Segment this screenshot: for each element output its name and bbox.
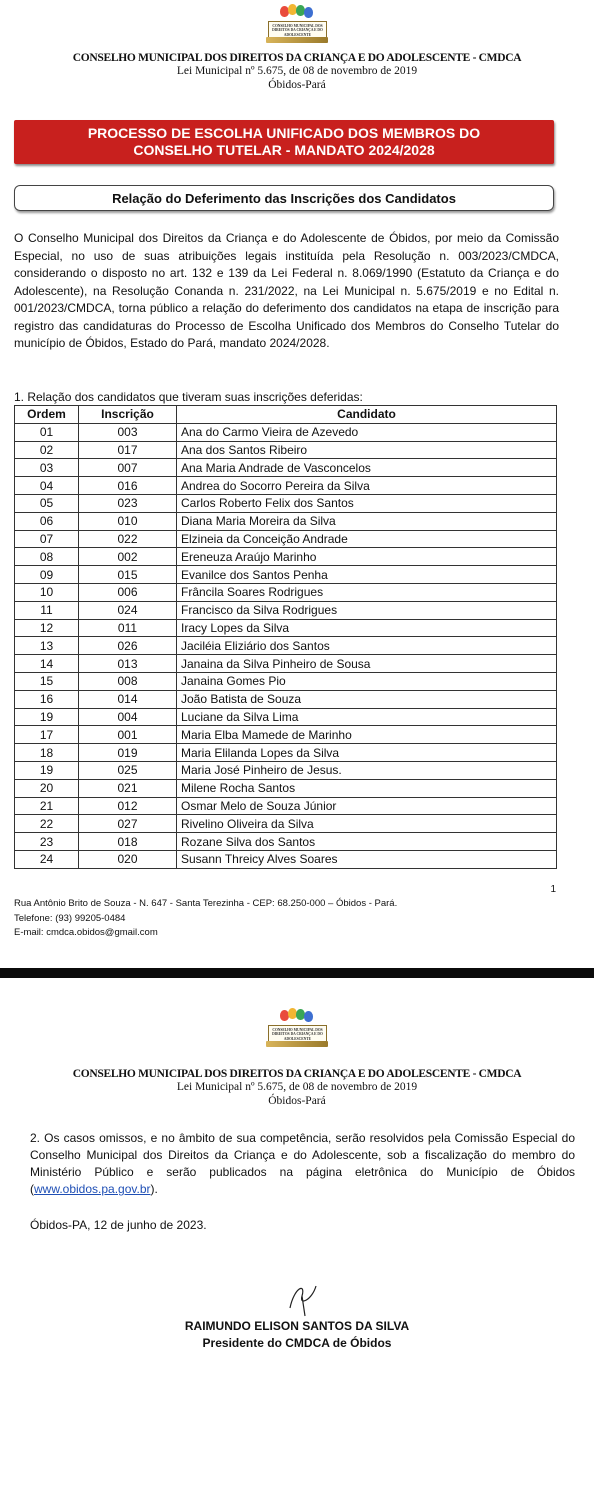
org-city: Óbidos-Pará: [268, 79, 326, 91]
cell-inscricao: 027: [79, 815, 177, 833]
cell-candidato: Evanilce dos Santos Penha: [177, 566, 557, 584]
cell-inscricao: 026: [79, 637, 177, 655]
cell-candidato: Osmar Melo de Souza Júnior: [177, 797, 557, 815]
cell-inscricao: 008: [79, 672, 177, 690]
table-row: [15, 850, 557, 868]
cell-inscricao: 001: [79, 726, 177, 744]
cell-inscricao: 004: [79, 708, 177, 726]
table-row: [15, 548, 557, 566]
page-number: 1: [550, 884, 556, 895]
cell-ordem: 09: [15, 566, 79, 584]
banner-line-2: CONSELHO TUTELAR - MANDATO 2024/2028: [133, 142, 435, 158]
cell-candidato: Janaina Gomes Pio: [177, 672, 557, 690]
cell-inscricao: 016: [79, 477, 177, 495]
table-row: [15, 833, 557, 851]
list-title: 1. Relação dos candidatos que tiveram suas inscrições deferidas:: [14, 390, 363, 404]
cell-inscricao: 025: [79, 761, 177, 779]
cell-inscricao: 013: [79, 655, 177, 673]
signature-block: [0, 1318, 594, 1352]
cell-ordem: 14: [15, 655, 79, 673]
item-2-paragraph: 2. Os casos omissos, e no âmbito de sua competência, serão resolvidos pela Comissão Especial do Conselho Municipal dos Direitos da Criança e do Adolescente, sob a fiscalização do membro do Ministério Público e serão publicados na página eletrônica do Município de Óbidos (www.obidos.pa.gov.br).: [30, 1131, 575, 1196]
footer-phone: Telefone: (93) 99205-0484: [14, 912, 126, 924]
municipality-website-link[interactable]: www.obidos.pa.gov.br: [34, 1182, 151, 1196]
table-row: [15, 779, 557, 797]
cell-ordem: 01: [15, 423, 79, 441]
col-header-candidato: Candidato: [177, 406, 557, 424]
footer-email: E-mail: cmdca.obidos@gmail.com: [14, 927, 158, 938]
cell-candidato: Luciane da Silva Lima: [177, 708, 557, 726]
cell-candidato: Milene Rocha Santos: [177, 779, 557, 797]
cell-inscricao: 023: [79, 494, 177, 512]
org-name: CONSELHO MUNICIPAL DOS DIREITOS DA CRIANÇA E DO ADOLESCENTE - CMDCA: [72, 1068, 522, 1080]
cell-inscricao: 011: [79, 619, 177, 637]
cell-ordem: 02: [15, 441, 79, 459]
table-row: [15, 637, 557, 655]
cell-ordem: 17: [15, 726, 79, 744]
org-law: Lei Municipal nº 5.675, de 08 de novembro de 2019: [176, 1081, 418, 1093]
candidates-table: [14, 405, 557, 869]
org-header: [0, 52, 594, 92]
cmdca-logo: [266, 4, 328, 46]
table-row: [15, 761, 557, 779]
cell-candidato: Maria José Pinheiro de Jesus.: [177, 761, 557, 779]
cell-candidato: Ana do Carmo Vieira de Azevedo: [177, 423, 557, 441]
table-row: [15, 512, 557, 530]
cell-inscricao: 018: [79, 833, 177, 851]
table-row: [15, 744, 557, 762]
org-header: [0, 1068, 594, 1108]
table-row: [15, 566, 557, 584]
cell-ordem: 19: [15, 708, 79, 726]
cell-ordem: 23: [15, 833, 79, 851]
title-banner: [14, 120, 554, 164]
cell-candidato: Rozane Silva dos Santos: [177, 833, 557, 851]
cell-candidato: Elzineia da Conceição Andrade: [177, 530, 557, 548]
intro-paragraph: O Conselho Municipal dos Direitos da Criança e do Adolescente de Óbidos, por meio da Comissão Especial, no uso de suas atribuições legais instituída pela Resolução n. 003/2023/CMDCA, considerando o disposto no art. 132 e 139 da Lei Federal n. 8.069/1990 (Estatuto da Criança e do Adolescente), na Resolução Conanda n. 231/2022, na Lei Municipal n. 5.675/2019 e no Edital n. 001/2023/CMDCA, torna público a relação do deferimento dos candidatos na etapa de inscrição para registro das candidaturas do Processo de Escolha Unificado dos Membros do Conselho Tutelar do município de Óbidos, Estado do Pará, mandato 2024/2028.: [14, 231, 559, 350]
cell-ordem: 16: [15, 690, 79, 708]
cell-candidato: Andrea do Socorro Pereira da Silva: [177, 477, 557, 495]
table-row: [15, 672, 557, 690]
signer-role: Presidente do CMDCA de Óbidos: [202, 1336, 392, 1350]
table-row: [15, 494, 557, 512]
cell-inscricao: 015: [79, 566, 177, 584]
cell-inscricao: 019: [79, 744, 177, 762]
cell-candidato: Rivelino Oliveira da Silva: [177, 815, 557, 833]
cmdca-logo: [266, 1008, 328, 1050]
cell-candidato: Frâncila Soares Rodrigues: [177, 583, 557, 601]
cell-inscricao: 007: [79, 459, 177, 477]
cell-ordem: 03: [15, 459, 79, 477]
table-row: [15, 815, 557, 833]
table-row: [15, 797, 557, 815]
col-header-ordem: Ordem: [15, 406, 79, 424]
cell-candidato: Diana Maria Moreira da Silva: [177, 512, 557, 530]
cell-ordem: 05: [15, 494, 79, 512]
cell-candidato: João Batista de Souza: [177, 690, 557, 708]
section-subtitle: Relação do Deferimento das Inscrições dos Candidatos: [14, 185, 554, 211]
org-name: CONSELHO MUNICIPAL DOS DIREITOS DA CRIANÇA E DO ADOLESCENTE - CMDCA: [72, 52, 522, 64]
cell-ordem: 08: [15, 548, 79, 566]
cell-inscricao: 014: [79, 690, 177, 708]
cell-ordem: 15: [15, 672, 79, 690]
table-header-row: [15, 406, 557, 424]
org-city: Óbidos-Pará: [268, 1095, 326, 1107]
cell-inscricao: 021: [79, 779, 177, 797]
logo-text: CONSELHO MUNICIPAL DOS DIREITOS DA CRIANÇA E DO ADOLESCENTE: [272, 1028, 323, 1041]
cell-ordem: 10: [15, 583, 79, 601]
table-row: [15, 708, 557, 726]
cell-candidato: Francisco da Silva Rodrigues: [177, 601, 557, 619]
document-page-2: [0, 978, 594, 1500]
cell-ordem: 18: [15, 744, 79, 762]
cell-ordem: 21: [15, 797, 79, 815]
cell-candidato: Ana Maria Andrade de Vasconcelos: [177, 459, 557, 477]
table-row: [15, 619, 557, 637]
cell-ordem: 20: [15, 779, 79, 797]
cell-candidato: Janaina da Silva Pinheiro de Sousa: [177, 655, 557, 673]
banner-line-1: PROCESSO DE ESCOLHA UNIFICADO DOS MEMBROS DO: [87, 125, 481, 141]
page-footer: [14, 897, 397, 941]
cell-ordem: 11: [15, 601, 79, 619]
cell-inscricao: 022: [79, 530, 177, 548]
page-separator: [0, 968, 594, 978]
cell-candidato: Carlos Roberto Felix dos Santos: [177, 494, 557, 512]
document-date: Óbidos-PA, 12 de junho de 2023.: [30, 1218, 207, 1232]
table-row: [15, 726, 557, 744]
table-row: [15, 441, 557, 459]
cell-ordem: 04: [15, 477, 79, 495]
col-header-inscricao: Inscrição: [79, 406, 177, 424]
cell-ordem: 12: [15, 619, 79, 637]
footer-address: Rua Antônio Brito de Souza - N. 647 - Santa Terezinha - CEP: 68.250-000 – Óbidos - Pará.: [14, 898, 398, 909]
cell-inscricao: 003: [79, 423, 177, 441]
cell-inscricao: 012: [79, 797, 177, 815]
cell-inscricao: 010: [79, 512, 177, 530]
logo-text: CONSELHO MUNICIPAL DOS DIREITOS DA CRIANÇA E DO ADOLESCENTE: [272, 24, 323, 37]
cell-ordem: 19: [15, 761, 79, 779]
cell-candidato: Maria Elilanda Lopes da Silva: [177, 744, 557, 762]
cell-ordem: 22: [15, 815, 79, 833]
cell-candidato: Iracy Lopes da Silva: [177, 619, 557, 637]
cell-inscricao: 020: [79, 850, 177, 868]
cell-ordem: 24: [15, 850, 79, 868]
cell-candidato: Ana dos Santos Ribeiro: [177, 441, 557, 459]
signer-name: RAIMUNDO ELISON SANTOS DA SILVA: [184, 1319, 410, 1333]
cell-ordem: 06: [15, 512, 79, 530]
cell-ordem: 13: [15, 637, 79, 655]
table-row: [15, 423, 557, 441]
cell-inscricao: 002: [79, 548, 177, 566]
table-row: [15, 601, 557, 619]
cell-candidato: Jaciléia Eliziário dos Santos: [177, 637, 557, 655]
table-row: [15, 530, 557, 548]
table-row: [15, 459, 557, 477]
table-row: [15, 477, 557, 495]
cell-inscricao: 024: [79, 601, 177, 619]
cell-ordem: 07: [15, 530, 79, 548]
table-row: [15, 690, 557, 708]
table-row: [15, 583, 557, 601]
cell-inscricao: 017: [79, 441, 177, 459]
cell-inscricao: 006: [79, 583, 177, 601]
table-row: [15, 655, 557, 673]
org-law: Lei Municipal nº 5.675, de 08 de novembro de 2019: [176, 65, 418, 77]
cell-candidato: Susann Threicy Alves Soares: [177, 850, 557, 868]
cell-candidato: Maria Elba Mamede de Marinho: [177, 726, 557, 744]
signature-mark: [272, 1278, 332, 1318]
cell-candidato: Ereneuza Araújo Marinho: [177, 548, 557, 566]
